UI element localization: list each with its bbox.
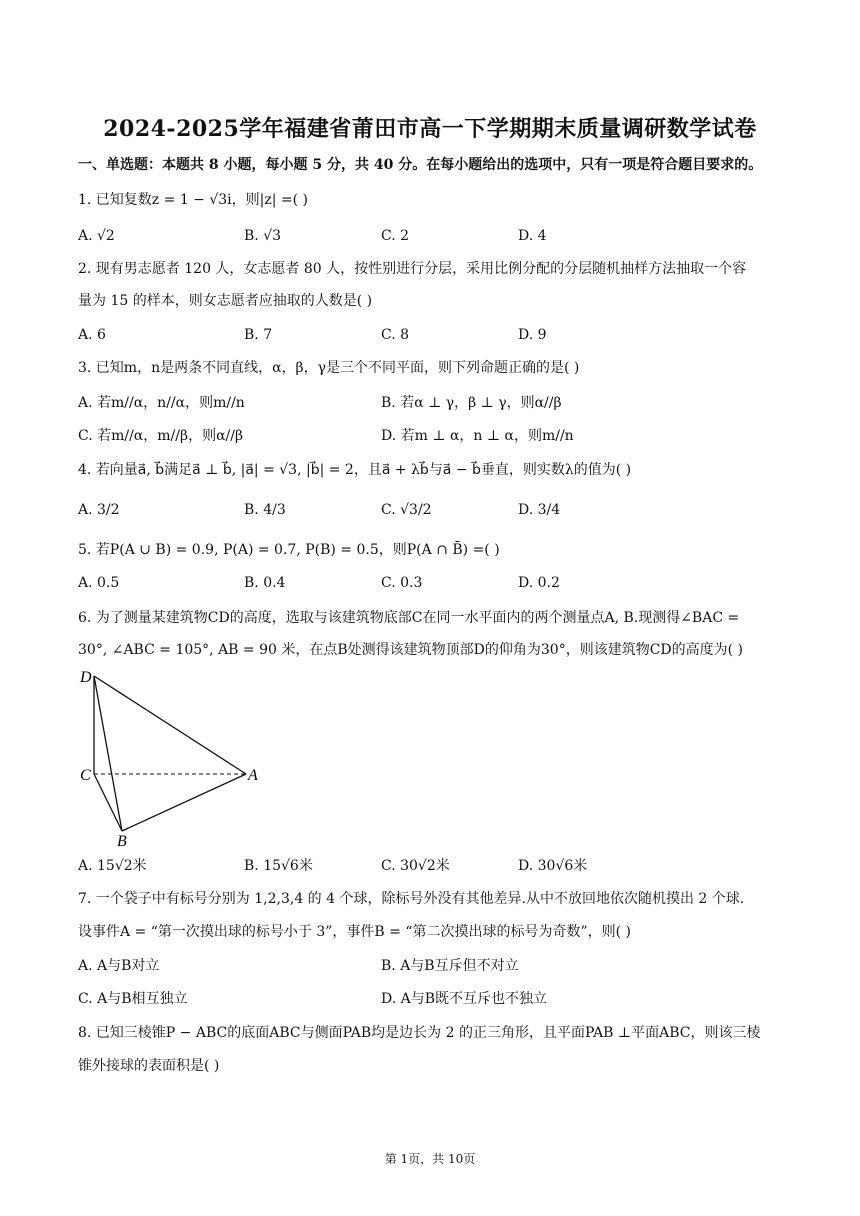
- edge-ba: [122, 774, 246, 831]
- page-footer: 第 1页，共 10页: [384, 1152, 476, 1166]
- question-2-option-d: D. 9: [518, 327, 547, 343]
- question-4-option-a: A. 3/2: [78, 502, 120, 518]
- question-5-option-a: A. 0.5: [78, 575, 120, 591]
- question-4-option-b: B. 4/3: [244, 502, 286, 518]
- question-7-option-a: A. A与B对立: [78, 958, 160, 974]
- question-2-stem-line-1: 2. 现有男志愿者 120 人，女志愿者 80 人，按性别进行分层，采用比例分配的分层随机抽样方法抽取一个容: [78, 261, 747, 277]
- question-2-option-a: A. 6: [78, 327, 106, 343]
- question-7-option-d: D. A与B既不互斥也不独立: [381, 991, 548, 1007]
- page-title: 2024-2025学年福建省莆田市高一下学期期末质量调研数学试卷: [103, 116, 757, 142]
- question-8-stem-line-1: 8. 已知三棱锥P − ABC的底面ABC与侧面PAB均是边长为 2 的正三角形，且平面PAB ⊥平面ABC，则该三棱: [78, 1025, 761, 1041]
- question-6-stem-line-2: 30°, ∠ABC = 105°, AB = 90 米，在点B处测得该建筑物顶部D的仰角为30°，则该建筑物CD的高度为( ): [78, 642, 743, 658]
- question-5-option-b: B. 0.4: [244, 575, 286, 591]
- question-6-option-b: B. 15√6米: [244, 858, 313, 874]
- question-3-option-a: A. 若m//α，n//α，则m//n: [78, 395, 245, 411]
- question-7-stem-line-1: 7. 一个袋子中有标号分别为 1,2,3,4 的 4 个球，除标号外没有其他差异.从中不放回地依次随机摸出 2 个球.: [78, 891, 745, 907]
- question-3-option-b: B. 若α ⊥ γ，β ⊥ γ，则α//β: [381, 395, 562, 411]
- question-8-stem-line-2: 锥外接球的表面积是( ): [78, 1058, 220, 1074]
- question-5-option-d: D. 0.2: [518, 575, 560, 591]
- question-4-stem: 4. 若向量a⃗, b⃗满足a⃗ ⊥ b⃗, |a⃗| = √3, |b⃗| = 2，且a⃗ + λb⃗与a⃗ − b⃗垂直，则实数λ的值为( ): [78, 462, 632, 478]
- building-geometry-figure: [76, 666, 266, 850]
- question-2-option-c: C. 8: [381, 327, 410, 343]
- question-3-option-d: D. 若m ⊥ α，n ⊥ α，则m//n: [381, 428, 574, 444]
- question-1-stem: 1. 已知复数z = 1 − √3i，则|z| =( ): [78, 192, 309, 208]
- question-1-option-c: C. 2: [381, 228, 410, 244]
- label-b: B: [117, 833, 127, 850]
- question-6-stem-line-1: 6. 为了测量某建筑物CD的高度，选取与该建筑物底部C在同一水平面内的两个测量点A, B.现测得∠BAC =: [78, 610, 740, 626]
- question-2-stem-line-2: 量为 15 的样本，则女志愿者应抽取的人数是( ): [78, 293, 373, 309]
- question-5-stem: 5. 若P(A ∪ B) = 0.9, P(A) = 0.7, P(B) = 0.5，则P(A ∩ B̄) =( ): [78, 542, 500, 558]
- question-1-option-a: A. √2: [78, 228, 115, 244]
- question-6-option-c: C. 30√2米: [381, 858, 450, 874]
- label-c: C: [80, 767, 91, 784]
- question-7-option-c: C. A与B相互独立: [78, 991, 188, 1007]
- question-7-stem-line-2: 设事件A = “第一次摸出球的标号小于 3”，事件B = “第二次摸出球的标号为奇数”，则( ): [78, 924, 632, 940]
- section-heading: 一、单选题：本题共 8 小题，每小题 5 分，共 40 分。在每小题给出的选项中，只有一项是符合题目要求的。: [78, 157, 763, 173]
- question-1-option-d: D. 4: [518, 228, 547, 244]
- question-6-option-d: D. 30√6米: [518, 858, 588, 874]
- question-5-option-c: C. 0.3: [381, 575, 423, 591]
- edge-da: [94, 676, 246, 774]
- label-a: A: [248, 767, 258, 784]
- label-d: D: [80, 669, 92, 686]
- question-7-option-b: B. A与B互斥但不对立: [381, 958, 519, 974]
- question-2-option-b: B. 7: [244, 327, 273, 343]
- question-4-option-d: D. 3/4: [518, 502, 561, 518]
- question-6-option-a: A. 15√2米: [78, 858, 147, 874]
- question-1-option-b: B. √3: [244, 228, 282, 244]
- edge-cb: [94, 774, 122, 831]
- question-4-option-c: C. √3/2: [381, 502, 432, 518]
- question-3-stem: 3. 已知m，n是两条不同直线，α，β，γ是三个不同平面，则下列命题正确的是( ): [78, 360, 580, 376]
- question-3-option-c: C. 若m//α，m//β，则α//β: [78, 428, 244, 444]
- edge-db: [94, 676, 122, 831]
